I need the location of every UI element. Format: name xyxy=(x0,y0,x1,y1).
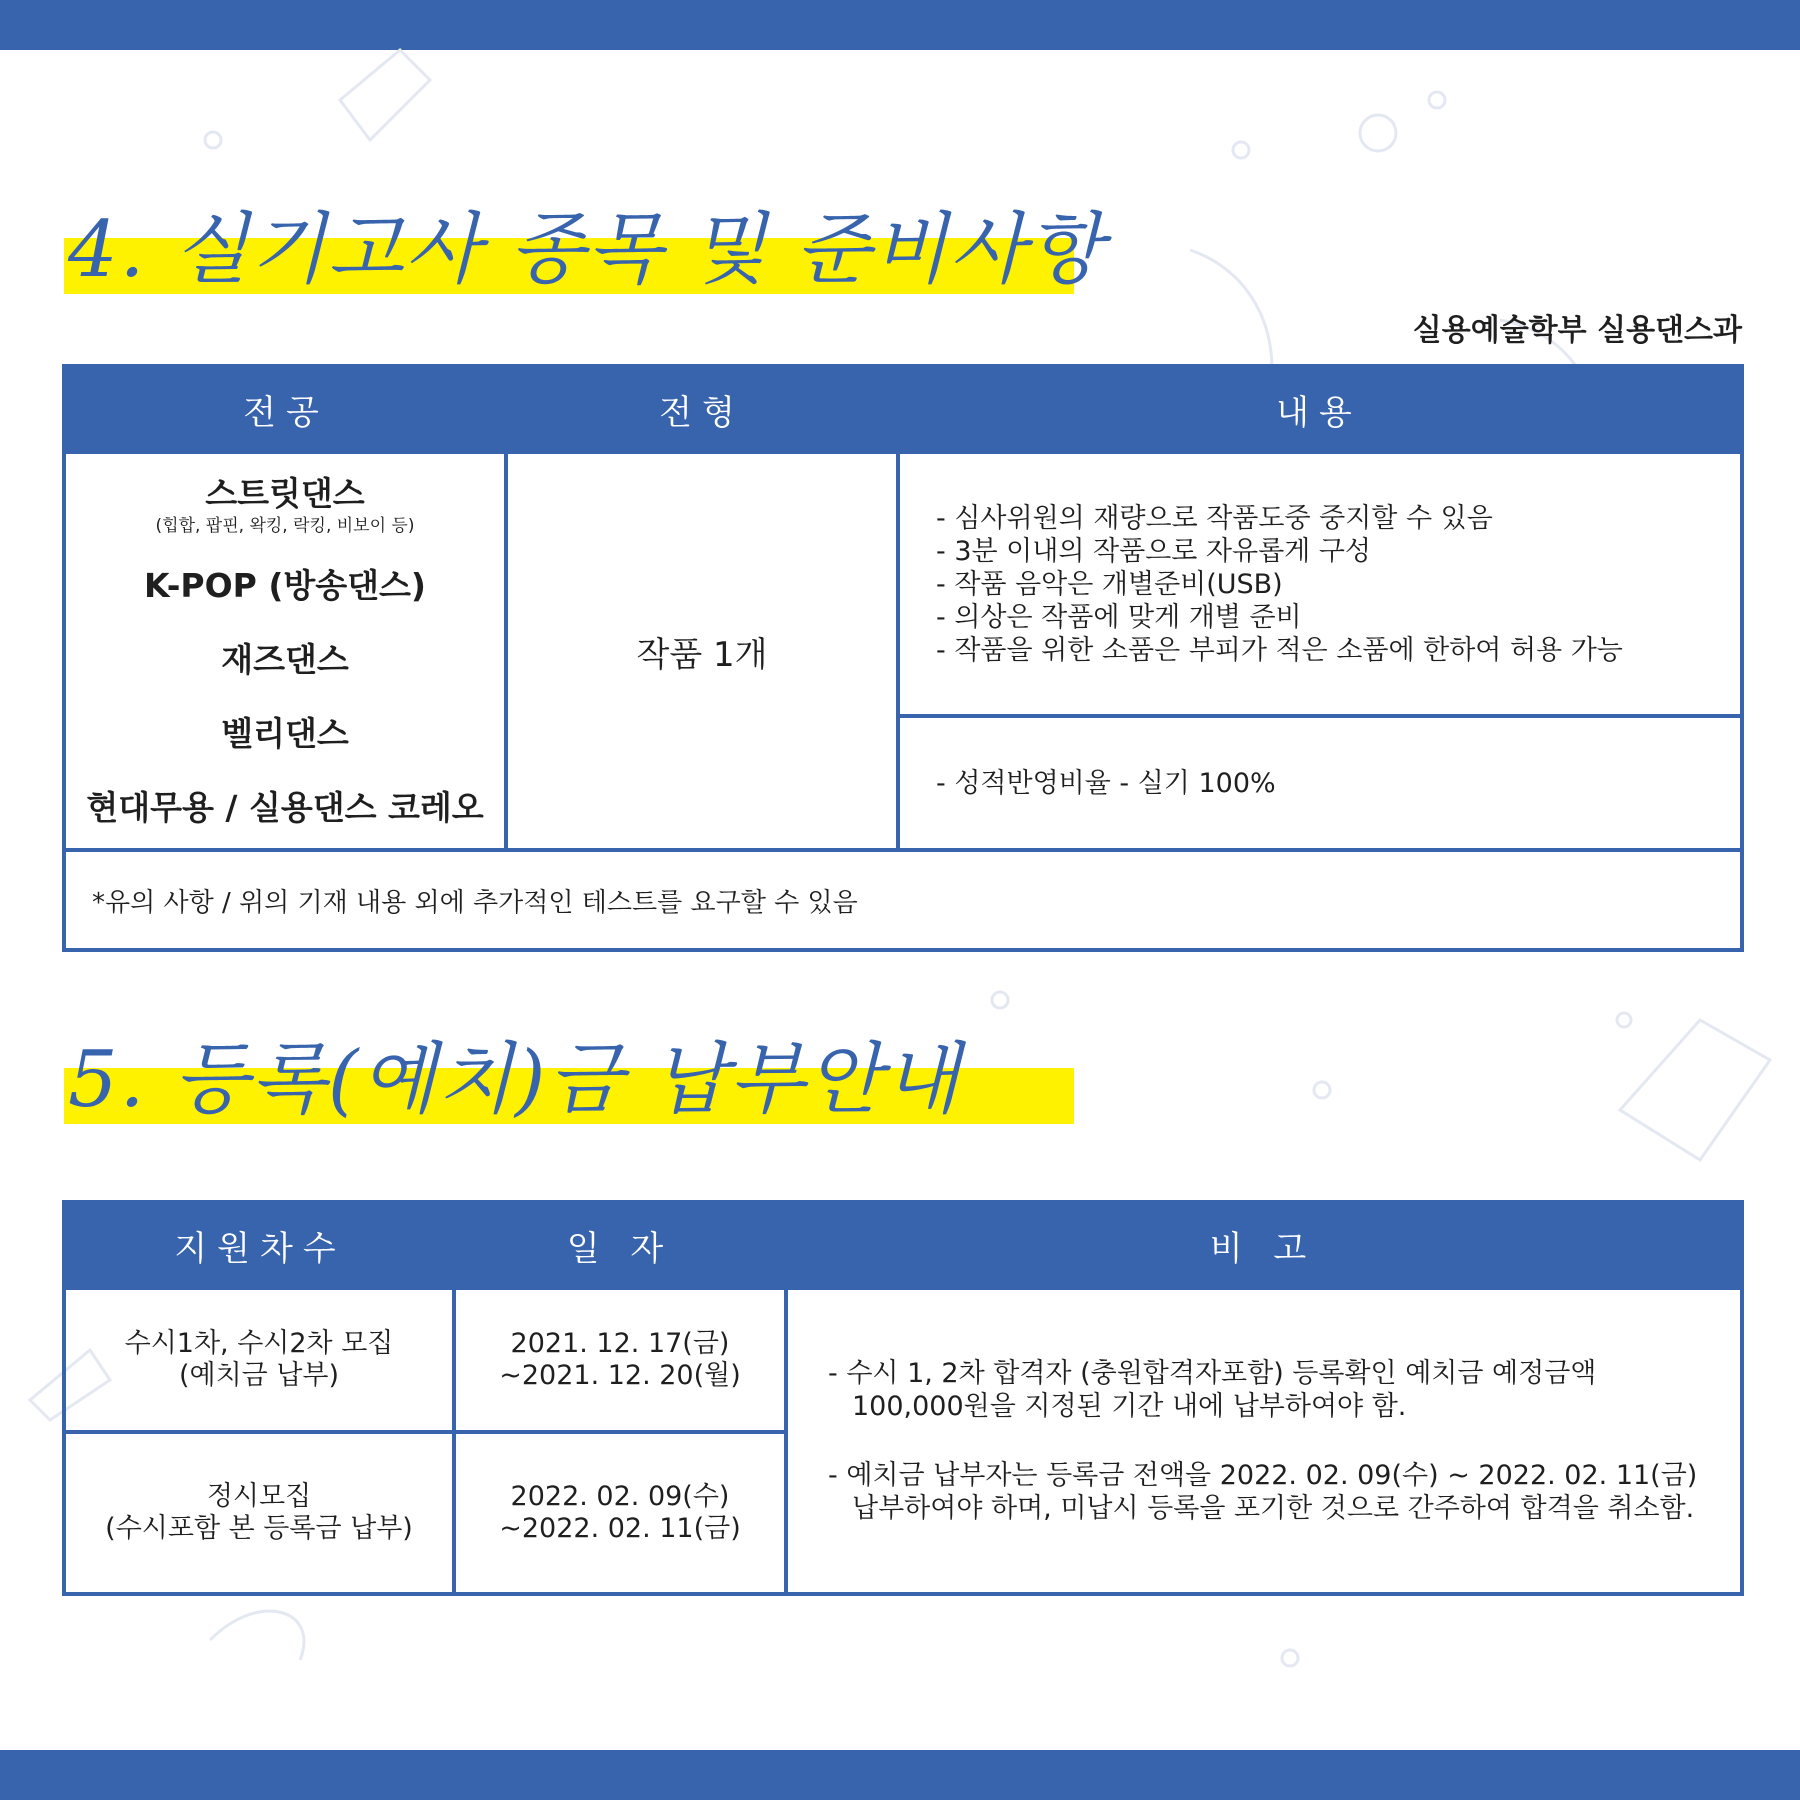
content-line: - 작품을 위한 소품은 부피가 적은 소품에 한하여 허용 가능 xyxy=(936,634,1623,666)
content-line: - 의상은 작품에 맞게 개별 준비 xyxy=(936,601,1302,633)
type-cell: 작품 1개 xyxy=(506,452,898,850)
top-bar xyxy=(0,0,1800,50)
major-subtitle: (힙합, 팝핀, 왁킹, 락킹, 비보이 등) xyxy=(155,516,415,536)
round-line: 정시모집 xyxy=(206,1481,312,1512)
major-item xyxy=(74,475,496,537)
round-line: (수시포함 본 등록금 납부) xyxy=(105,1513,413,1544)
round-line: (예치금 납부) xyxy=(178,1360,340,1391)
date-line: ~2021. 12. 20(월) xyxy=(499,1360,741,1391)
exam-table xyxy=(62,364,1744,952)
section5-title-text: 5. 등록(예치)금 납부안내 xyxy=(68,1035,962,1125)
remark-line: 납부하여야 하며, 미납시 등록을 포기한 것으로 간주하여 합격을 취소함. xyxy=(852,1493,1695,1524)
exam-table-header xyxy=(64,366,1742,452)
major-list-cell xyxy=(64,452,506,850)
date-line: ~2022. 02. 11(금) xyxy=(499,1513,741,1544)
remark-line: 100,000원을 지정된 기간 내에 납부하여야 함. xyxy=(852,1391,1407,1422)
remark-item xyxy=(828,1357,1700,1423)
department-label: 실용예술학부 실용댄스과 xyxy=(1412,313,1742,348)
major-item: 벨리댄스 xyxy=(221,714,349,753)
remarks-cell xyxy=(786,1288,1742,1594)
note-cell: *유의 사항 / 위의 기재 내용 외에 추가적인 테스트를 요구할 수 있음 xyxy=(64,850,1742,950)
header-type: 전형 xyxy=(506,366,898,452)
content-cell xyxy=(898,452,1742,716)
major-name: 스트릿댄스 xyxy=(205,474,365,513)
header-content: 내용 xyxy=(898,366,1742,452)
header-remarks: 비 고 xyxy=(786,1202,1742,1288)
section4-title-text: 4. 실기고사 종목 및 준비사항 xyxy=(68,205,1105,295)
table-row xyxy=(64,452,1742,716)
header-major: 전공 xyxy=(64,366,506,452)
remark-line: - 수시 1, 2차 합격자 (충원합격자포함) 등록확인 예치금 예정금액 xyxy=(828,1358,1597,1389)
header-round: 지원차수 xyxy=(64,1202,454,1288)
content-line: - 3분 이내의 작품으로 자유롭게 구성 xyxy=(936,535,1371,567)
major-item: 재즈댄스 xyxy=(221,640,349,679)
round-cell xyxy=(64,1288,454,1432)
round-line: 수시1차, 수시2차 모집 xyxy=(124,1328,394,1359)
content-line: - 심사위원의 재량으로 작품도중 중지할 수 있음 xyxy=(936,502,1493,534)
remark-line: - 예치금 납부자는 등록금 전액을 2022. 02. 09(수) ~ 2022. 02. 11(금) xyxy=(828,1460,1698,1491)
deposit-table xyxy=(62,1200,1744,1596)
table-row xyxy=(64,1288,1742,1432)
content-line: - 작품 음악은 개별준비(USB) xyxy=(936,568,1283,600)
bottom-bar xyxy=(0,1750,1800,1800)
date-cell xyxy=(454,1432,786,1594)
header-date: 일 자 xyxy=(454,1202,786,1288)
section5-title xyxy=(64,1030,1074,1140)
date-line: 2021. 12. 17(금) xyxy=(510,1328,730,1359)
major-item: 현대무용 / 실용댄스 코레오 xyxy=(86,788,484,827)
round-cell xyxy=(64,1432,454,1594)
score-ratio-cell: - 성적반영비율 - 실기 100% xyxy=(898,716,1742,850)
remark-item xyxy=(828,1459,1700,1525)
date-cell xyxy=(454,1288,786,1432)
deposit-table-header xyxy=(64,1202,1742,1288)
section4-title xyxy=(64,200,1105,310)
table-row xyxy=(64,850,1742,950)
date-line: 2022. 02. 09(수) xyxy=(510,1481,730,1512)
major-item: K-POP (방송댄스) xyxy=(144,566,426,605)
